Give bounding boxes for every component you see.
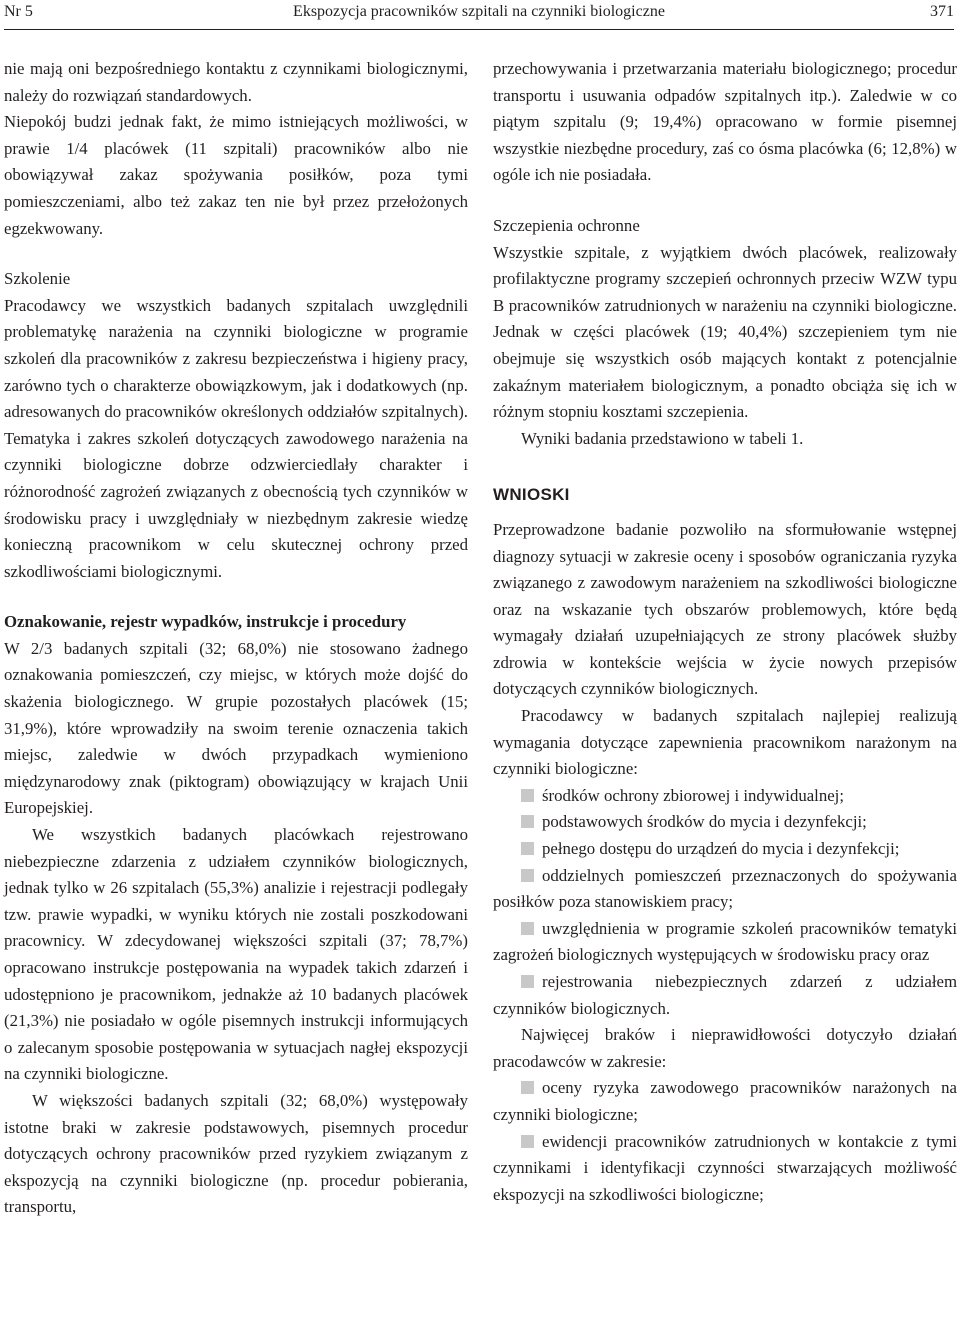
section-title-szkolenie: Szkolenie: [4, 269, 71, 289]
list-item: rejestrowania niebezpiecznych zdarzeń z udziałem czynników biologicznych.: [493, 972, 957, 1018]
paragraph-continuation: nie mają oni bezpośredniego kontaktu z czynnikami biologicznymi, należy do rozwiązań standardowych.: [4, 59, 468, 105]
paragraph: Niepokój budzi jednak fakt, że mimo istniejących możliwości, w prawie 1/4 placówek (11 szpitali) pracowników albo nie obowiązywał zakaz spożywania posiłków, poza tymi pomieszczeniami, albo też zakaz ten nie był przez przełożonych egzekwowany.: [4, 112, 468, 238]
paragraph: W większości badanych szpitali (32; 68,0%) występowały istotne braki w zakresie podstawowych, pisemnych procedur dotyczących ochrony pracowników przed ryzykiem związanym z ekspozycją na czynniki biologiczne (np. procedur pobierania, transportu,: [4, 1090, 468, 1217]
list-item: ewidencji pracowników zatrudnionych w kontakcie z tymi czynnikami i identyfikacji czynności stwarzających możliwość ekspozycji na szkodliwości biologiczne;: [493, 1131, 957, 1204]
paragraph: Pracodawcy we wszystkich badanych szpitalach uwzględnili problematykę narażenia na czynniki biologiczne w programie szkoleń dla pracowników z zakresu bezpieczeństwa i higieny pracy, zarówno tych o charakterze obowiązkowym, jak i dodatkowych (np. adresowanych do pracowników określonych oddziałów szpitalnych). Tematyka i zakres szkoleń dotyczących zawodowego narażenia na czynniki biologiczne dobrze odzwierciedlały charakter i różnorodność zagrożeń związanych z obecnością tych czynników w środowisku pracy i uwzględniały w niezbędnym zakresie wiedzę konieczną pracownikom w celu skutecznej ochrony przed szkodliwościami biologicznymi.: [4, 295, 468, 581]
paragraph: Wyniki badania przedstawiono w tabeli 1.: [521, 428, 804, 448]
section-title-szczepienia: Szczepienia ochronne: [493, 215, 640, 235]
paragraph: We wszystkich badanych placówkach rejestrowano niebezpieczne zdarzenia z udziałem czynników biologicznych, jednak tylko w 26 szpitalach (55,3%) analizie i rejestracji podlegały tzw. prawie wypadki, w wyniku których nie zostali poszkodowani pracownicy. W zdecydowanej większości szpitali (37; 78,7%) opracowano instrukcje postępowania na wypadek takich zdarzeń i udostępniono je pracownikom, jednakże aż 10 badanych placówek (21,3%) nie posiadało w ogóle pisemnych instrukcji informujących o zalecanym sposobie postępowania w sytuacjach nagłej ekspozycji na czynniki biologiczne.: [4, 825, 468, 1084]
page-number: 371: [930, 3, 954, 20]
paragraph: W 2/3 badanych szpitali (32; 68,0%) nie stosowano żadnego oznakowania pomieszczeń, czy miejsc, w których może dojść do skażenia biologicznego. W grupie pozostałych placówek (15; 31,9%), które wprowadziły na swoim terenie oznaczenia takich miejsc, zaledwie w dwóch przypadkach wymieniono międzynarodowy znak (piktogram) obowiązujący w krajach Unii Europejskiej.: [4, 638, 468, 818]
running-header: [4, 0, 954, 30]
paragraph: Najwięcej braków i nieprawidłowości dotyczyło działań pracodawców w zakresie:: [493, 1025, 957, 1071]
left-column: [4, 56, 468, 1221]
header-rule: [4, 29, 954, 30]
section-title-wnioski: WNIOSKI: [493, 485, 570, 505]
square-bullet-icon: [521, 869, 534, 882]
square-bullet-icon: [521, 1135, 534, 1148]
section-title-oznakowanie: Oznakowanie, rejestr wypadków, instrukcje i procedury: [4, 612, 407, 632]
square-bullet-icon: [521, 789, 534, 802]
square-bullet-icon: [521, 1081, 534, 1094]
paragraph: Wszystkie szpitale, z wyjątkiem dwóch placówek, realizowały profilaktyczne programy szczepień ochronnych przeciw WZW typu B pracowników zatrudnionych w narażeniu na czynniki biologiczne. Jednak w części placówek (19; 40,4%) szczepieniem tym nie obejmuje się wszystkich osób mających kontakt z potencjalnie zakaźnym materiałem biologicznym, a ponadto obciąża się ich w różnym stopniu kosztami szczepienia.: [493, 242, 957, 422]
paragraph: Pracodawcy w badanych szpitalach najlepiej realizują wymagania dotyczące zapewnienia pracownikom narażonym na czynniki biologiczne:: [493, 706, 957, 779]
square-bullet-icon: [521, 842, 534, 855]
right-column: [493, 56, 957, 1208]
paragraph: Przeprowadzone badanie pozwoliło na sformułowanie wstępnej diagnozy sytuacji w zakresie oceny i sposobów ograniczania ryzyka związanego z zawodowym narażeniem na szkodliwości biologiczne oraz na wskazanie tych obszarów problemowych, które będą wymagały działań uzupełniających ze strony placówek służby zdrowia w kontekście wejścia w życie nowych przepisów dotyczących czynników biologicznych.: [493, 519, 957, 699]
paragraph-continuation: przechowywania i przetwarzania materiału biologicznego; procedur transportu i usuwania odpadów szpitalnych itp.). Zaledwie w co piątym szpitalu (9; 19,4%) opracowano w formie pisemnej wszystkie niezbędne procedury, zaś co ósma placówka (6; 12,8%) w ogóle ich nie posiadała.: [493, 59, 957, 185]
issue-number: Nr 5: [4, 3, 33, 20]
list-item: oceny ryzyka zawodowego pracowników narażonych na czynniki biologiczne;: [493, 1078, 957, 1124]
list-item: pełnego dostępu do urządzeń do mycia i dezynfekcji;: [493, 836, 957, 863]
list-item: uwzględnienia w programie szkoleń pracowników tematyki zagrożeń biologicznych występujących w środowisku pracy oraz: [493, 918, 957, 965]
list-item: środków ochrony zbiorowej i indywidualnej;: [493, 783, 957, 810]
square-bullet-icon: [521, 922, 534, 935]
list-item: podstawowych środków do mycia i dezynfekcji;: [493, 809, 957, 836]
square-bullet-icon: [521, 815, 534, 828]
running-title: Ekspozycja pracowników szpitali na czynniki biologiczne: [293, 3, 665, 20]
list-item: oddzielnych pomieszczeń przeznaczonych do spożywania posiłków poza stanowiskiem pracy;: [493, 865, 957, 912]
square-bullet-icon: [521, 975, 534, 988]
